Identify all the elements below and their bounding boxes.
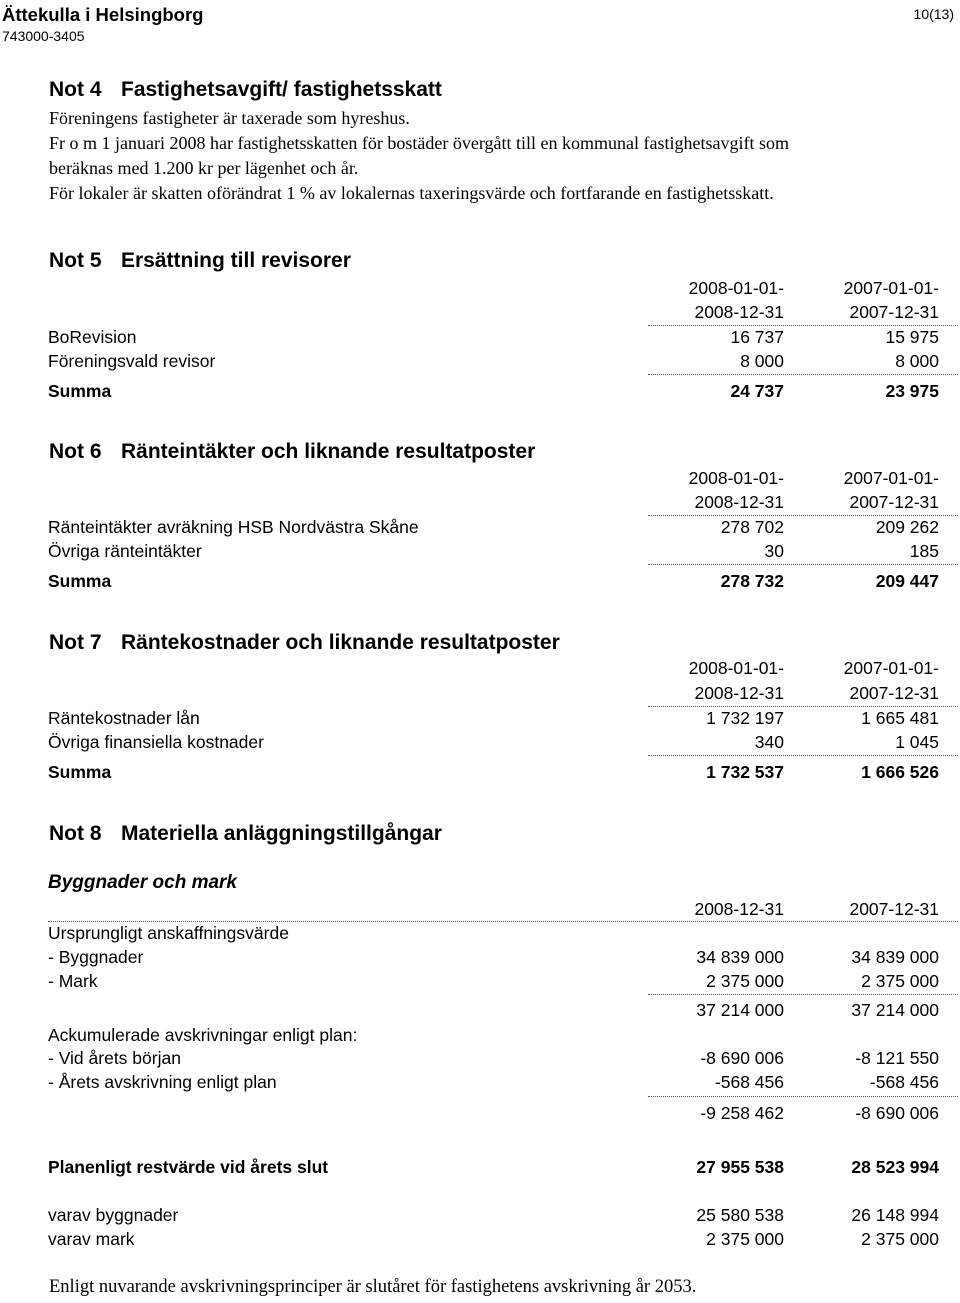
note-7-period-end-row	[48, 681, 944, 705]
row-current-value: -8 690 006	[700, 1048, 784, 1068]
row-label: varav mark	[48, 1229, 135, 1249]
table-row	[48, 1046, 944, 1070]
row-prior-value: 1 665 481	[861, 708, 939, 728]
table-row	[48, 515, 944, 539]
association-name: Ättekulla i Helsingborg	[2, 4, 204, 25]
note-8-subtitle: Byggnader och mark	[48, 872, 237, 893]
total-prior-value: 23 975	[885, 381, 939, 401]
note-7-prior-period-start: 2007-01-01-	[843, 658, 939, 678]
note-4-line-2: Fr o m 1 januari 2008 har fastighetsskatten för bostäder övergått till en kommunal fastighetsavgift som	[49, 133, 790, 153]
row-current-value: 1 732 197	[706, 708, 784, 728]
total-row	[48, 569, 944, 593]
row-current-value: 16 737	[730, 327, 784, 347]
row-label: BoRevision	[48, 327, 137, 347]
row-prior-value: 209 262	[875, 517, 939, 537]
note-8-title: Materiella anläggningstillgångar	[121, 822, 442, 845]
note-7-sum-divider	[648, 755, 958, 756]
note-6-prior-period-start: 2007-01-01-	[843, 468, 939, 488]
row-current-value: 278 702	[720, 517, 784, 537]
note-4-heading	[49, 78, 442, 102]
total-current-value: 278 732	[720, 571, 784, 591]
residual-prior-value: 28 523 994	[851, 1157, 939, 1177]
note-5-period-start-row	[48, 276, 944, 300]
row-prior-value: 2 375 000	[861, 971, 939, 991]
table-row	[48, 969, 944, 993]
row-current-value: 25 580 538	[696, 1205, 784, 1225]
note-8-date-row	[48, 897, 944, 921]
total-current-value: 1 732 537	[706, 762, 784, 782]
organization-number: 743000-3405	[2, 28, 85, 44]
note-4-line-4: För lokaler är skatten oförändrat 1 % av lokalernas taxeringsvärde och fortfarande en fastighetsskatt.	[49, 183, 774, 203]
row-current-value: 8 000	[740, 351, 784, 371]
row-label: - Byggnader	[48, 947, 144, 967]
row-prior-value: -8 121 550	[855, 1048, 939, 1068]
row-current-value: 34 839 000	[696, 947, 784, 967]
note-5-title: Ersättning till revisorer	[121, 249, 351, 272]
table-row	[48, 706, 944, 730]
subtotal-prior-value: -8 690 006	[855, 1103, 939, 1123]
note-7-heading	[49, 631, 560, 655]
total-label: Summa	[48, 571, 112, 591]
note-5-current-period-end: 2008-12-31	[694, 302, 784, 322]
note-6-current-period-start: 2008-01-01-	[688, 468, 784, 488]
note-5-prior-period-end: 2007-12-31	[849, 302, 939, 322]
residual-label: Planenligt restvärde vid årets slut	[48, 1157, 329, 1177]
note-6-number: Not 6	[49, 440, 102, 463]
row-label: - Vid årets början	[48, 1048, 181, 1068]
note-7-number: Not 7	[49, 631, 102, 654]
acquisition-label: Ursprungligt anskaffningsvärde	[48, 923, 289, 943]
note-6-prior-period-end: 2007-12-31	[849, 492, 939, 512]
table-row	[48, 325, 944, 349]
row-current-value: 30	[764, 541, 784, 561]
note-8-current-date: 2008-12-31	[694, 899, 784, 919]
total-prior-value: 1 666 526	[861, 762, 939, 782]
row-current-value: 340	[754, 732, 784, 752]
note-8-number: Not 8	[49, 822, 102, 845]
row-prior-value: 8 000	[895, 351, 939, 371]
row-label: Övriga ränteintäkter	[48, 541, 202, 561]
note-8-prior-date: 2007-12-31	[849, 899, 939, 919]
subtotal-current-value: -9 258 462	[700, 1103, 784, 1123]
total-row	[48, 760, 944, 784]
depreciation-sum-divider	[648, 1096, 958, 1097]
total-label: Summa	[48, 762, 112, 782]
row-label: Räntekostnader lån	[48, 708, 200, 728]
subtotal-row	[48, 1101, 944, 1125]
total-label: Summa	[48, 381, 112, 401]
row-label: Föreningsvald revisor	[48, 351, 216, 371]
row-label: - Mark	[48, 971, 98, 991]
total-current-value: 24 737	[730, 381, 784, 401]
depreciation-label: Ackumulerade avskrivningar enligt plan:	[48, 1025, 358, 1045]
note-5-prior-period-start: 2007-01-01-	[843, 278, 939, 298]
table-row	[48, 349, 944, 373]
note-4-number: Not 4	[49, 78, 102, 101]
residual-current-value: 27 955 538	[696, 1157, 784, 1177]
row-prior-value: 2 375 000	[861, 1229, 939, 1249]
note-6-sum-divider	[648, 564, 958, 565]
row-label: Ränteintäkter avräkning HSB Nordvästra Skåne	[48, 517, 419, 537]
note-7-prior-period-end: 2007-12-31	[849, 683, 939, 703]
row-prior-value: 34 839 000	[851, 947, 939, 967]
note-6-current-period-end: 2008-12-31	[694, 492, 784, 512]
row-current-value: -568 456	[714, 1072, 784, 1092]
acquisition-sum-divider	[648, 994, 958, 995]
section-label-row	[48, 1023, 944, 1047]
row-label: Övriga finansiella kostnader	[48, 732, 264, 752]
note-5-number: Not 5	[49, 249, 102, 272]
table-row	[48, 1070, 944, 1094]
note-7-title: Räntekostnader och liknande resultatposter	[121, 631, 560, 654]
note-4-title: Fastighetsavgift/ fastighetsskatt	[121, 78, 442, 101]
note-7-current-period-start: 2008-01-01-	[688, 658, 784, 678]
row-prior-value: -568 456	[869, 1072, 939, 1092]
table-row	[48, 1227, 944, 1251]
note-6-heading	[49, 440, 535, 464]
row-current-value: 2 375 000	[706, 971, 784, 991]
table-row	[48, 1203, 944, 1227]
row-current-value: 2 375 000	[706, 1229, 784, 1249]
row-prior-value: 26 148 994	[851, 1205, 939, 1225]
table-row	[48, 945, 944, 969]
subtotal-current-value: 37 214 000	[696, 1000, 784, 1020]
note-7-period-start-row	[48, 656, 944, 680]
note-5-heading	[49, 249, 351, 273]
total-row	[48, 379, 944, 403]
section-label-row	[48, 921, 944, 945]
subtotal-row	[48, 998, 944, 1022]
note-6-period-start-row	[48, 466, 944, 490]
row-prior-value: 1 045	[895, 732, 939, 752]
depreciation-footnote: Enligt nuvarande avskrivningsprinciper är slutåret för fastighetens avskrivning år 2053.	[49, 1277, 697, 1297]
note-8-heading	[49, 822, 442, 846]
note-5-period-end-row	[48, 300, 944, 324]
note-6-period-end-row	[48, 490, 944, 514]
residual-value-row	[48, 1155, 944, 1179]
row-label: varav byggnader	[48, 1205, 179, 1225]
row-prior-value: 185	[909, 541, 939, 561]
total-prior-value: 209 447	[875, 571, 939, 591]
note-4-line-3: beräknas med 1.200 kr per lägenhet och år.	[49, 158, 359, 178]
subtotal-prior-value: 37 214 000	[851, 1000, 939, 1020]
table-row	[48, 539, 944, 563]
row-prior-value: 15 975	[885, 327, 939, 347]
note-4-line-1: Föreningens fastigheter är taxerade som hyreshus.	[49, 108, 410, 128]
note-5-current-period-start: 2008-01-01-	[688, 278, 784, 298]
note-7-current-period-end: 2008-12-31	[694, 683, 784, 703]
note-5-sum-divider	[648, 374, 958, 375]
note-6-title: Ränteintäkter och liknande resultatposter	[121, 440, 536, 463]
page-number: 10(13)	[913, 6, 954, 22]
row-label: - Årets avskrivning enligt plan	[48, 1072, 277, 1092]
table-row	[48, 730, 944, 754]
